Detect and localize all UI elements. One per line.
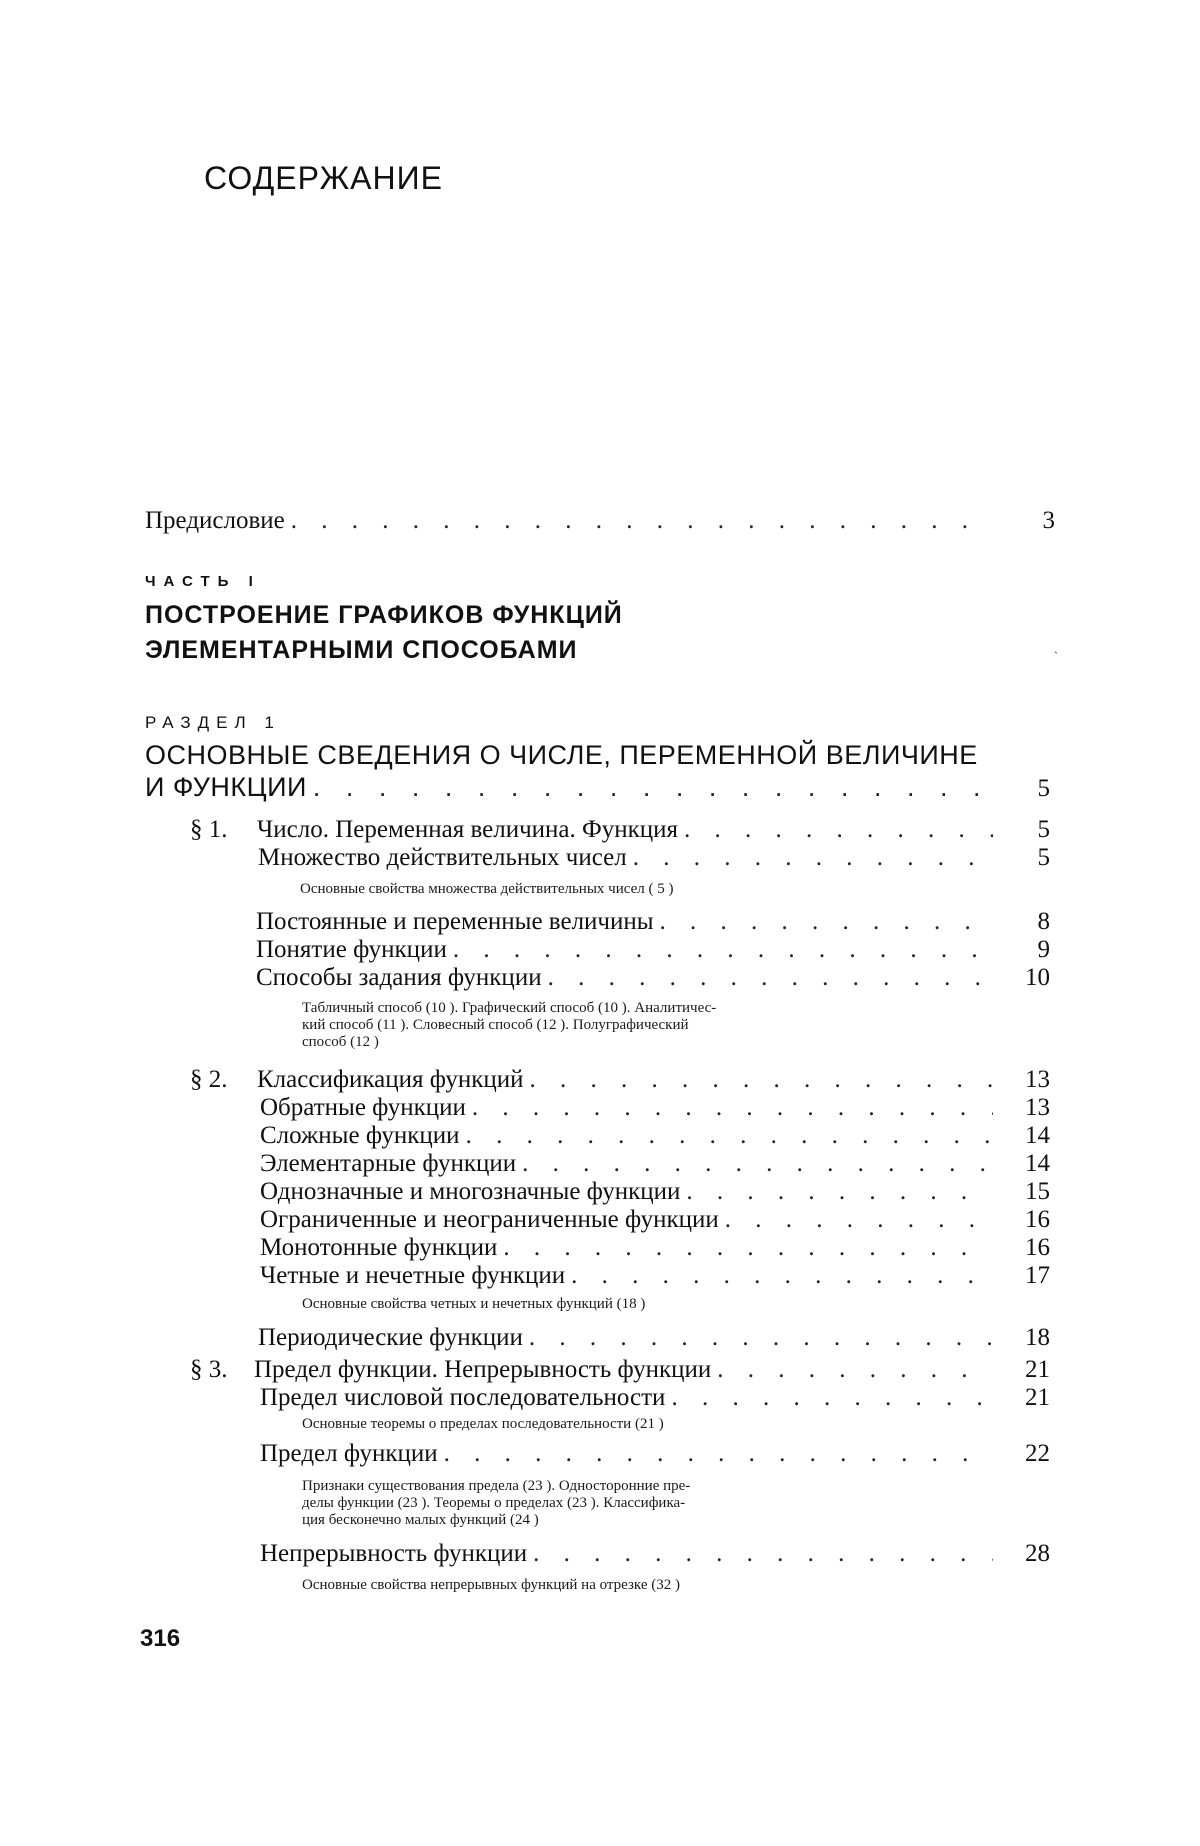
toc-page-number: 14 [1025, 1122, 1050, 1149]
toc-entry[interactable] [260, 1094, 993, 1122]
page-heading: СОДЕРЖАНИЕ [204, 160, 443, 196]
toc-entry-title: Постоянные и переменные величины [256, 908, 660, 936]
toc-entry-title: Предел функции [260, 1440, 444, 1468]
leader-dots [717, 1356, 993, 1384]
section-label: РАЗДЕЛ 1 [145, 713, 281, 732]
toc-page-number: 17 [1025, 1262, 1050, 1289]
toc-entry-title: Предисловие [145, 507, 291, 535]
leader-dots [571, 1262, 993, 1290]
leader-dots [530, 1066, 993, 1094]
toc-subtopics: Основные теоремы о пределах последовательности (21 ) [302, 1416, 664, 1432]
toc-subtopics: Табличный способ (10 ). Графический способ (10 ). Аналитичес- [302, 1000, 717, 1016]
toc-subtopics: делы функции (23 ). Теоремы о пределах (23 ). Классифика- [302, 1495, 686, 1511]
toc-entry-title: Множество действительных чисел [258, 844, 633, 872]
toc-entry-title: Обратные функции [260, 1094, 472, 1122]
toc-entry[interactable] [260, 1540, 993, 1568]
toc-subtopics: Основные свойства множества действительных чисел ( 5 ) [300, 881, 674, 897]
toc-entry-title: Монотонные функции [260, 1234, 503, 1262]
toc-page-number: 3 [1042, 507, 1055, 534]
leader-dots [444, 1440, 993, 1468]
toc-page-number: 13 [1025, 1066, 1050, 1093]
leader-dots [633, 844, 993, 872]
toc-entry[interactable] [260, 1234, 993, 1262]
leader-dots [548, 964, 993, 992]
toc-subtopics: способ (12 ) [302, 1034, 379, 1050]
paragraph-number: § 3. [190, 1356, 228, 1383]
paragraph-number: § 2. [190, 1066, 228, 1093]
toc-entry[interactable] [256, 964, 993, 992]
toc-entry[interactable] [256, 908, 993, 936]
toc-subtopics: ция бесконечно малых функций (24 ) [302, 1512, 539, 1528]
toc-entry-title: Однозначные и многозначные функции [260, 1178, 686, 1206]
toc-subtopics: Признаки существования предела (23 ). Односторонние пре- [302, 1478, 691, 1494]
part-label: ЧАСТЬ I [145, 573, 261, 590]
toc-entry[interactable] [260, 1122, 993, 1150]
toc-entry-title: Классификация функций [257, 1066, 530, 1094]
toc-entry-paragraph-2[interactable] [257, 1066, 993, 1094]
leader-dots [503, 1234, 993, 1262]
toc-page-number: 10 [1025, 964, 1050, 991]
leader-dots [660, 908, 993, 936]
page-number-footer: 316 [140, 1625, 181, 1652]
toc-page-number: 5 [1037, 844, 1050, 871]
stray-mark: ˎ [1054, 640, 1058, 654]
toc-entry-preface[interactable] [145, 507, 993, 535]
toc-page-number: 9 [1037, 936, 1050, 963]
toc-entry-title: Предел числовой последовательности [260, 1384, 671, 1412]
toc-entry-paragraph-3[interactable] [254, 1356, 993, 1384]
toc-entry[interactable] [260, 1178, 993, 1206]
leader-dots [291, 507, 993, 535]
toc-entry[interactable] [260, 1440, 993, 1468]
leader-dots [472, 1094, 993, 1122]
section-title-line1: ОСНОВНЫЕ СВЕДЕНИЯ О ЧИСЛЕ, ПЕРЕМЕННОЙ ВЕЛИЧИНЕ [145, 740, 978, 770]
toc-page-number: 28 [1025, 1540, 1050, 1567]
toc-entry-title: Четные и нечетные функции [260, 1262, 571, 1290]
toc-page-number: 5 [1037, 775, 1050, 802]
toc-entry-title: Предел функции. Непрерывность функции [254, 1356, 717, 1384]
leader-dots [725, 1206, 993, 1234]
toc-subtopics: кий способ (11 ). Словесный способ (12 ). Полуграфический [302, 1017, 689, 1033]
toc-entry-title: Непрерывность функции [260, 1540, 533, 1568]
leader-dots [686, 1178, 993, 1206]
toc-subtopics: Основные свойства непрерывных функций на отрезке (32 ) [302, 1577, 680, 1593]
toc-entry[interactable] [258, 844, 993, 872]
toc-entry[interactable] [258, 1324, 993, 1352]
toc-page-number: 5 [1037, 816, 1050, 843]
toc-page-number: 16 [1025, 1234, 1050, 1261]
toc-entry-title: Ограниченные и неограниченные функции [260, 1206, 725, 1234]
toc-entry-title: Элементарные функции [260, 1150, 522, 1178]
toc-entry[interactable] [260, 1206, 993, 1234]
part-title-line1: ПОСТРОЕНИЕ ГРАФИКОВ ФУНКЦИЙ [145, 601, 623, 629]
toc-page-number: 21 [1025, 1384, 1050, 1411]
toc-entry[interactable] [260, 1384, 993, 1412]
paragraph-number: § 1. [190, 816, 228, 843]
toc-entry-title: И ФУНКЦИИ [145, 772, 313, 803]
leader-dots [313, 772, 1003, 803]
toc-entry-title: Сложные функции [260, 1122, 466, 1150]
toc-page-number: 21 [1025, 1356, 1050, 1383]
leader-dots [533, 1540, 993, 1568]
leader-dots [466, 1122, 993, 1150]
toc-entry[interactable] [256, 936, 993, 964]
toc-page-number: 15 [1025, 1178, 1050, 1205]
toc-page-number: 14 [1025, 1150, 1050, 1177]
toc-entry[interactable] [260, 1262, 993, 1290]
toc-page-number: 16 [1025, 1206, 1050, 1233]
toc-page-number: 8 [1037, 908, 1050, 935]
toc-entry-title: Число. Переменная величина. Функция [257, 816, 684, 844]
leader-dots [529, 1324, 993, 1352]
toc-page-number: 18 [1025, 1324, 1050, 1351]
toc-page-number: 22 [1025, 1440, 1050, 1467]
toc-page-number: 13 [1025, 1094, 1050, 1121]
toc-entry-title: Периодические функции [258, 1324, 529, 1352]
leader-dots [671, 1384, 993, 1412]
toc-entry[interactable] [260, 1150, 993, 1178]
leader-dots [522, 1150, 993, 1178]
part-title-line2: ЭЛЕМЕНТАРНЫМИ СПОСОБАМИ [145, 636, 578, 664]
toc-entry-title: Понятие функции [256, 936, 453, 964]
toc-entry-title: Способы задания функции [256, 964, 548, 992]
toc-entry-paragraph-1[interactable] [257, 816, 993, 844]
toc-entry-section-1[interactable] [145, 772, 1003, 803]
leader-dots [684, 816, 993, 844]
toc-subtopics: Основные свойства четных и нечетных функций (18 ) [302, 1296, 646, 1312]
leader-dots [453, 936, 993, 964]
